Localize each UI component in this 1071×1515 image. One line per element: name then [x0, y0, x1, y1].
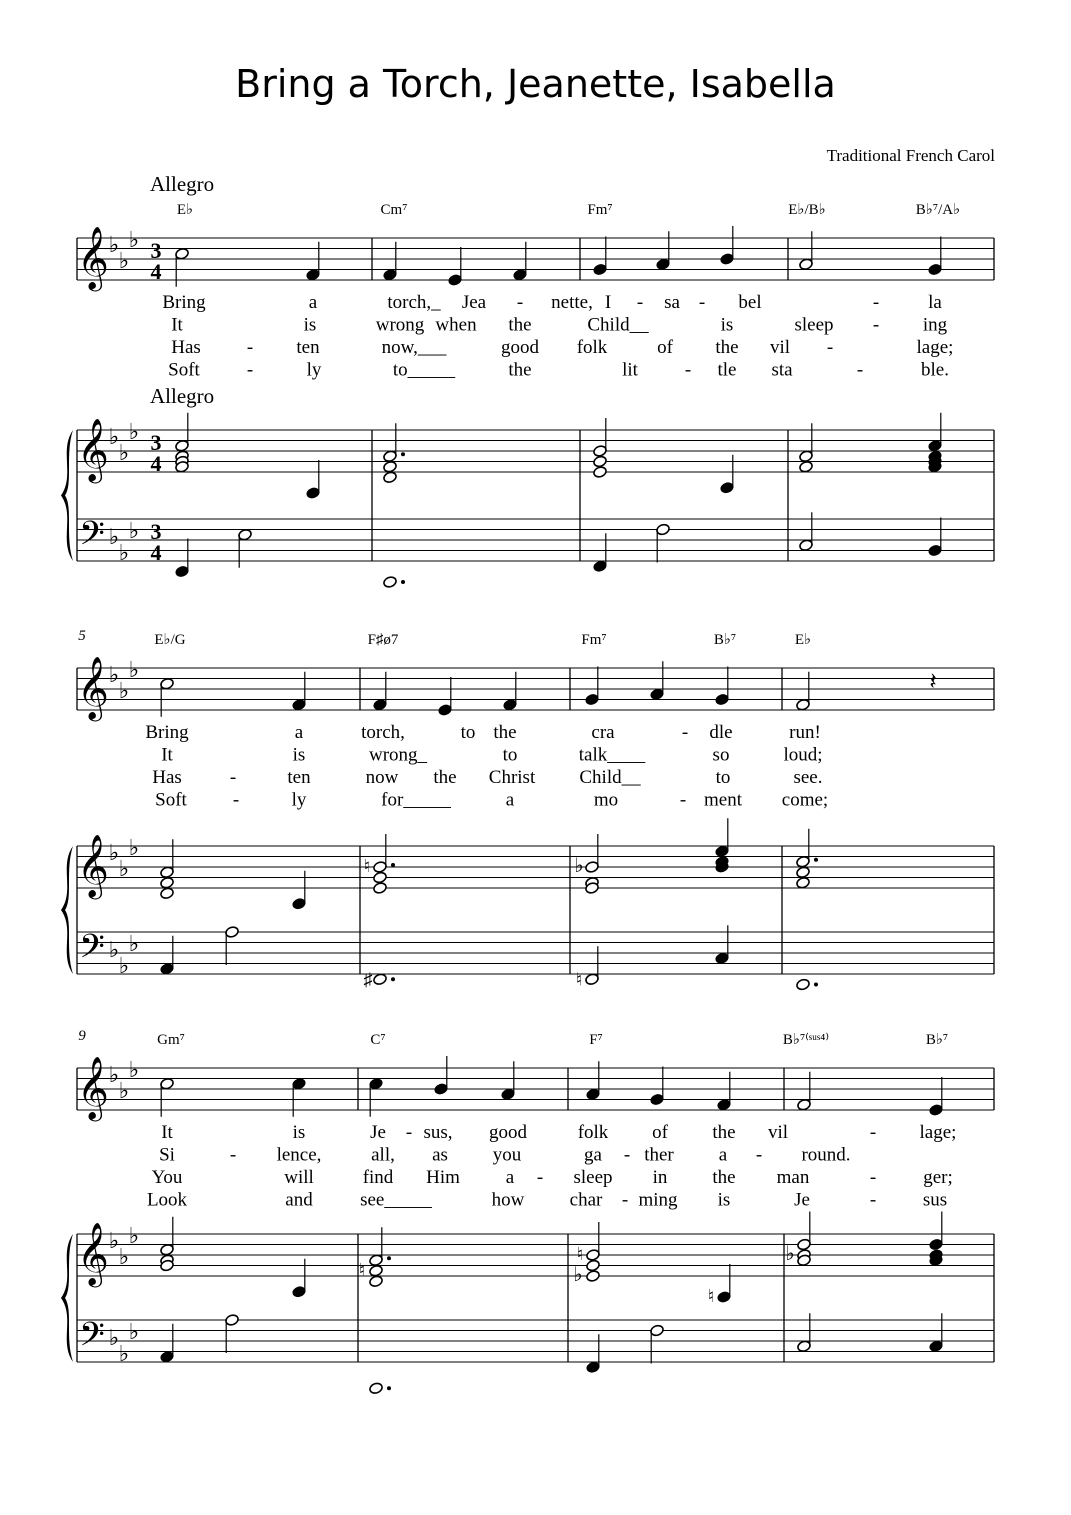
- notehead: [292, 1077, 307, 1090]
- lyric-syllable: the: [508, 314, 532, 336]
- key-flat-icon: ♭: [108, 232, 120, 257]
- treble-clef-icon: 𝄞: [77, 420, 109, 480]
- lyric-syllable: I: [604, 292, 612, 313]
- lyric-syllable: is: [292, 744, 306, 766]
- lyric-syllable: -: [229, 1144, 237, 1166]
- treble-clef-icon: 𝄞: [77, 1224, 109, 1284]
- notehead: [501, 1088, 516, 1101]
- lyric-syllable: Child__: [587, 314, 649, 336]
- notehead: [585, 861, 600, 874]
- lyric-syllable: Jea: [461, 292, 487, 313]
- dot: [814, 983, 818, 987]
- notehead: [586, 1259, 601, 1272]
- lyric-syllable: ming: [638, 1189, 678, 1211]
- natural-icon: ♮: [575, 969, 583, 990]
- notehead: [373, 871, 388, 884]
- treble-clef-icon: 𝄞: [77, 228, 109, 288]
- notehead: [585, 693, 600, 706]
- notehead: [160, 876, 175, 889]
- notehead: [928, 544, 943, 557]
- notehead: [799, 258, 814, 271]
- notehead: [369, 1077, 384, 1090]
- lyric-syllable: Je: [370, 1122, 386, 1143]
- measure-number: 9: [78, 1028, 86, 1044]
- notehead: [929, 1104, 944, 1117]
- lyric-syllable: so: [712, 744, 730, 766]
- lyric-syllable: find: [362, 1167, 394, 1188]
- notehead: [797, 1098, 812, 1111]
- key-flat-icon: ♭: [108, 424, 120, 449]
- chord-symbol: B♭⁷: [925, 1032, 949, 1048]
- lyric-syllable: -: [246, 359, 254, 381]
- chord-symbol: E♭/G: [154, 632, 186, 648]
- notehead: [160, 1350, 175, 1363]
- lyric-syllable: to: [460, 722, 476, 743]
- notehead: [503, 698, 518, 711]
- notehead: [513, 268, 528, 281]
- quarter-rest-icon: 𝄽: [929, 669, 937, 695]
- lyric-syllable: the: [433, 767, 457, 788]
- dot: [401, 580, 405, 584]
- lyric-syllable: and: [285, 1189, 313, 1211]
- dot: [391, 977, 395, 981]
- notehead: [650, 1093, 665, 1106]
- key-flat-icon: ♭: [108, 1062, 120, 1087]
- key-flat-icon: ♭: [118, 678, 130, 703]
- dot: [814, 858, 818, 862]
- lyric-syllable: Bring: [162, 292, 206, 313]
- notehead: [383, 576, 398, 589]
- key-flat-icon: ♭: [118, 1078, 130, 1103]
- key-flat-icon: ♭: [128, 1319, 140, 1344]
- notehead: [656, 523, 671, 536]
- bass-clef-icon: 𝄢: [79, 928, 105, 973]
- lyric-syllable: ment: [704, 789, 742, 811]
- lyric-syllable: ly: [291, 789, 307, 811]
- lyric-syllable: tle: [717, 359, 737, 381]
- notehead: [929, 1238, 944, 1251]
- lyric-syllable: lit: [622, 359, 638, 381]
- chord-symbol: E♭/B♭: [788, 202, 826, 218]
- notehead: [720, 253, 735, 266]
- notehead: [306, 268, 321, 281]
- chord-symbol: Fm⁷: [581, 632, 607, 648]
- lyric-syllable: lence,: [276, 1144, 322, 1166]
- lyric-syllable: is: [717, 1189, 731, 1211]
- notehead: [796, 978, 811, 991]
- notehead: [373, 882, 388, 895]
- natural-icon: ♮: [363, 856, 371, 876]
- notehead: [373, 698, 388, 711]
- lyric-syllable: Look: [146, 1189, 188, 1211]
- flat-icon: ♭: [574, 855, 584, 877]
- lyric-syllable: is: [720, 314, 734, 336]
- notehead: [225, 1314, 240, 1327]
- lyric-syllable: now: [365, 767, 399, 788]
- lyric-syllable: in: [652, 1167, 668, 1188]
- lyric-syllable: -: [869, 1122, 877, 1143]
- lyric-syllable: a: [294, 722, 304, 743]
- key-flat-icon: ♭: [128, 835, 140, 860]
- lyric-syllable: It: [161, 1122, 173, 1143]
- lyric-syllable: ga: [584, 1144, 602, 1166]
- brace-icon: [61, 1234, 73, 1362]
- lyric-syllable: sleep: [794, 314, 834, 336]
- lyric-syllable: Soft: [155, 789, 187, 811]
- notehead: [928, 263, 943, 276]
- lyric-syllable: the: [508, 359, 532, 381]
- chord-symbol: Gm⁷: [157, 1032, 185, 1048]
- lyric-syllable: round.: [801, 1144, 851, 1166]
- time-sig-bottom: 4: [150, 451, 162, 476]
- key-flat-icon: ♭: [128, 227, 140, 252]
- notehead: [586, 1249, 601, 1262]
- lyric-syllable: It: [161, 744, 173, 766]
- chord-symbol: F♯ø7: [367, 632, 399, 648]
- chord-symbol: B♭⁷/A♭: [915, 202, 961, 218]
- lyric-syllable: a: [505, 1167, 515, 1188]
- lyric-syllable: as: [432, 1144, 448, 1166]
- lyric-syllable: now,___: [381, 337, 447, 358]
- lyric-syllable: -: [623, 1144, 631, 1166]
- lyric-syllable: ing: [922, 314, 948, 336]
- lyric-syllable: good: [489, 1122, 527, 1143]
- notehead: [238, 528, 253, 541]
- notehead: [383, 450, 398, 463]
- lyric-syllable: bel: [738, 292, 762, 313]
- notehead: [715, 845, 730, 858]
- notehead: [292, 1285, 307, 1298]
- sharp-icon: ♯: [363, 969, 373, 990]
- lyric-syllable: -: [856, 359, 864, 381]
- lyric-syllable: Soft: [168, 359, 200, 381]
- lyric-syllable: to_____: [392, 359, 456, 381]
- key-flat-icon: ♭: [118, 440, 130, 465]
- notehead: [306, 487, 321, 500]
- lyric-syllable: talk____: [578, 744, 646, 766]
- notehead: [929, 1340, 944, 1353]
- notehead: [799, 539, 814, 552]
- notehead: [383, 460, 398, 473]
- natural-icon: ♮: [707, 1286, 715, 1306]
- lyric-syllable: when: [435, 314, 477, 336]
- lyric-syllable: Je: [794, 1189, 810, 1211]
- key-flat-icon: ♭: [118, 953, 130, 978]
- page-title: Bring a Torch, Jeanette, Isabella: [235, 62, 836, 106]
- notehead: [650, 688, 665, 701]
- notehead: [717, 1291, 732, 1304]
- notehead: [160, 866, 175, 879]
- key-flat-icon: ♭: [128, 419, 140, 444]
- lyric-syllable: is: [303, 314, 317, 336]
- lyric-syllable: cra: [591, 722, 615, 743]
- notehead: [369, 1382, 384, 1395]
- key-flat-icon: ♭: [108, 937, 120, 962]
- lyric-syllable: run!: [789, 722, 821, 743]
- lyric-syllable: lage;: [919, 1122, 957, 1143]
- notehead: [586, 1088, 601, 1101]
- lyric-syllable: -: [516, 292, 524, 313]
- key-flat-icon: ♭: [118, 1341, 130, 1366]
- notehead: [383, 268, 398, 281]
- time-sig-bottom: 4: [150, 259, 162, 284]
- key-flat-icon: ♭: [128, 1057, 140, 1082]
- lyric-syllable: -: [679, 789, 687, 811]
- lyric-syllable: wrong_: [368, 744, 428, 766]
- treble-clef-icon: 𝄞: [77, 658, 109, 718]
- lyric-syllable: -: [621, 1189, 629, 1211]
- notehead: [292, 897, 307, 910]
- notehead: [160, 1243, 175, 1256]
- lyric-syllable: a: [308, 292, 318, 313]
- notehead: [373, 973, 388, 986]
- notehead: [593, 263, 608, 276]
- lyric-syllable: -: [246, 337, 254, 358]
- lyric-syllable: la: [928, 292, 942, 313]
- lyric-syllable: char: [569, 1189, 603, 1211]
- lyric-syllable: sta: [771, 359, 793, 381]
- notehead: [369, 1275, 384, 1288]
- lyric-syllable: -: [755, 1144, 763, 1166]
- lyric-syllable: sus: [922, 1189, 948, 1211]
- lyric-syllable: come;: [781, 789, 829, 811]
- notehead: [160, 962, 175, 975]
- notehead: [438, 704, 453, 717]
- lyric-syllable: ly: [306, 359, 322, 381]
- lyric-syllable: the: [712, 1122, 736, 1143]
- treble-clef-icon: 𝄞: [77, 1058, 109, 1118]
- notehead: [593, 560, 608, 573]
- lyric-syllable: -: [869, 1189, 877, 1211]
- notehead: [175, 439, 190, 452]
- tempo-piano: Allegro: [150, 384, 215, 408]
- lyric-syllable: loud;: [783, 744, 823, 766]
- notehead: [720, 481, 735, 494]
- lyric-syllable: -: [229, 767, 237, 788]
- dot: [401, 452, 405, 456]
- lyric-syllable: Child__: [579, 767, 641, 788]
- lyric-syllable: folk: [577, 1122, 609, 1143]
- lyric-syllable: of: [657, 337, 673, 358]
- notehead: [448, 274, 463, 287]
- notehead: [175, 565, 190, 578]
- lyric-syllable: -: [405, 1122, 413, 1143]
- lyric-syllable: -: [698, 292, 706, 313]
- notehead: [593, 466, 608, 479]
- lyric-syllable: folk: [576, 337, 608, 358]
- lyric-syllable: ten: [287, 767, 311, 788]
- chord-symbol: F⁷: [589, 1032, 603, 1048]
- notehead: [656, 258, 671, 271]
- lyric-syllable: -: [681, 722, 689, 743]
- bass-clef-icon: 𝄢: [79, 1316, 105, 1361]
- lyric-syllable: all,: [371, 1144, 395, 1166]
- lyric-syllable: vil: [767, 1122, 789, 1143]
- notehead: [369, 1264, 384, 1277]
- key-flat-icon: ♭: [128, 657, 140, 682]
- lyric-syllable: Has: [171, 337, 201, 358]
- brace-icon: [61, 846, 73, 974]
- lyric-syllable: -: [872, 314, 880, 336]
- lyric-syllable: see.: [793, 767, 823, 788]
- notehead: [292, 698, 307, 711]
- lyric-syllable: -: [869, 1167, 877, 1188]
- notehead: [928, 439, 943, 452]
- time-sig-top: 3: [150, 430, 162, 455]
- notehead: [175, 247, 190, 260]
- flat-icon: ♭: [573, 1264, 583, 1286]
- lyric-syllable: -: [636, 292, 644, 313]
- lyric-syllable: of: [652, 1122, 668, 1143]
- notehead: [160, 1077, 175, 1090]
- notehead: [225, 926, 240, 939]
- notehead: [585, 973, 600, 986]
- chord-symbol: B♭⁷: [713, 632, 737, 648]
- lyric-syllable: see_____: [360, 1189, 432, 1211]
- lyric-syllable: vil: [769, 337, 791, 358]
- notehead: [799, 450, 814, 463]
- lyric-syllable: the: [493, 722, 517, 743]
- notehead: [797, 1238, 812, 1251]
- lyric-syllable: a: [505, 789, 515, 811]
- notehead: [650, 1324, 665, 1337]
- notehead: [586, 1270, 601, 1283]
- lyric-syllable: to: [715, 767, 731, 788]
- lyric-syllable: you: [492, 1144, 522, 1166]
- dot: [387, 1256, 391, 1260]
- lyric-syllable: mo: [593, 789, 619, 811]
- tempo-vocal: Allegro: [150, 172, 215, 196]
- notehead: [715, 952, 730, 965]
- notehead: [797, 1340, 812, 1353]
- lyric-syllable: Christ: [488, 767, 536, 788]
- key-flat-icon: ♭: [118, 248, 130, 273]
- lyric-syllable: Has: [152, 767, 182, 788]
- lyric-syllable: wrong: [375, 314, 425, 336]
- time-sig-bottom: 4: [150, 540, 162, 565]
- chord-symbol: C⁷: [370, 1032, 386, 1048]
- notehead: [799, 460, 814, 473]
- dot: [387, 1386, 391, 1390]
- notehead: [160, 677, 175, 690]
- lyric-syllable: is: [292, 1122, 306, 1143]
- natural-icon: ♮: [576, 1244, 584, 1264]
- lyric-syllable: nette,: [551, 292, 593, 313]
- key-flat-icon: ♭: [128, 1223, 140, 1248]
- key-flat-icon: ♭: [108, 524, 120, 549]
- lyric-syllable: Si: [159, 1144, 175, 1166]
- lyric-syllable: You: [151, 1167, 183, 1188]
- notehead: [373, 861, 388, 874]
- brace-icon: [61, 430, 73, 561]
- lyric-syllable: sleep: [573, 1167, 613, 1188]
- key-flat-icon: ♭: [108, 662, 120, 687]
- lyric-syllable: It: [171, 314, 183, 336]
- notehead: [715, 693, 730, 706]
- lyric-syllable: good: [501, 337, 539, 358]
- lyric-syllable: the: [715, 337, 739, 358]
- key-flat-icon: ♭: [108, 1228, 120, 1253]
- lyric-syllable: torch,_: [387, 292, 441, 313]
- notehead: [586, 1361, 601, 1374]
- key-flat-icon: ♭: [118, 1244, 130, 1269]
- notehead: [796, 876, 811, 889]
- lyric-syllable: ther: [644, 1144, 674, 1166]
- lyric-syllable: to: [502, 744, 518, 766]
- flat-icon: ♭: [785, 1243, 795, 1265]
- lyric-syllable: for_____: [381, 789, 451, 811]
- key-flat-icon: ♭: [128, 931, 140, 956]
- notehead: [369, 1254, 384, 1267]
- key-flat-icon: ♭: [118, 856, 130, 881]
- natural-icon: ♮: [358, 1259, 366, 1280]
- chord-symbol: E♭: [176, 202, 194, 218]
- notehead: [796, 855, 811, 868]
- notehead: [160, 887, 175, 900]
- lyric-syllable: the: [712, 1167, 736, 1188]
- chord-symbol: E♭: [794, 632, 812, 648]
- lyric-syllable: -: [232, 789, 240, 811]
- notehead: [717, 1098, 732, 1111]
- notehead: [434, 1083, 449, 1096]
- time-sig-top: 3: [150, 519, 162, 544]
- lyric-syllable: Him: [426, 1167, 460, 1188]
- lyric-syllable: will: [284, 1167, 314, 1188]
- lyric-syllable: sa: [664, 292, 680, 313]
- lyric-syllable: man: [776, 1167, 810, 1188]
- notehead: [383, 471, 398, 484]
- lyric-syllable: torch,: [361, 722, 405, 743]
- key-flat-icon: ♭: [128, 518, 140, 543]
- notehead: [796, 866, 811, 879]
- time-sig-top: 3: [150, 238, 162, 263]
- notehead: [593, 455, 608, 468]
- notehead: [796, 698, 811, 711]
- music-notation: [61, 202, 994, 1395]
- lyric-syllable: -: [684, 359, 692, 381]
- lyric-syllable: ger;: [923, 1167, 953, 1188]
- lyric-syllable: sus,: [423, 1122, 453, 1143]
- chord-symbol: B♭⁷⁽ˢᵘˢ⁴⁾: [782, 1032, 830, 1048]
- lyric-syllable: ble.: [921, 359, 949, 381]
- bass-clef-icon: 𝄢: [79, 515, 105, 560]
- notehead: [593, 445, 608, 458]
- chord-symbol: Fm⁷: [587, 202, 613, 218]
- lyric-syllable: how: [491, 1189, 525, 1211]
- composer-credit: Traditional French Carol: [826, 146, 995, 165]
- key-flat-icon: ♭: [108, 1325, 120, 1350]
- lyric-syllable: Bring: [145, 722, 189, 743]
- chord-symbol: Cm⁷: [380, 202, 408, 218]
- lyric-syllable: dle: [709, 722, 733, 743]
- dot: [391, 863, 395, 867]
- lyric-syllable: a: [718, 1144, 728, 1166]
- key-flat-icon: ♭: [118, 540, 130, 565]
- lyric-syllable: -: [826, 337, 834, 358]
- lyric-syllable: -: [536, 1167, 544, 1188]
- measure-number: 5: [78, 628, 86, 644]
- key-flat-icon: ♭: [108, 840, 120, 865]
- treble-clef-icon: 𝄞: [77, 836, 109, 896]
- lyric-syllable: -: [872, 292, 880, 313]
- lyric-syllable: lage;: [916, 337, 954, 358]
- lyric-syllable: ten: [296, 337, 320, 358]
